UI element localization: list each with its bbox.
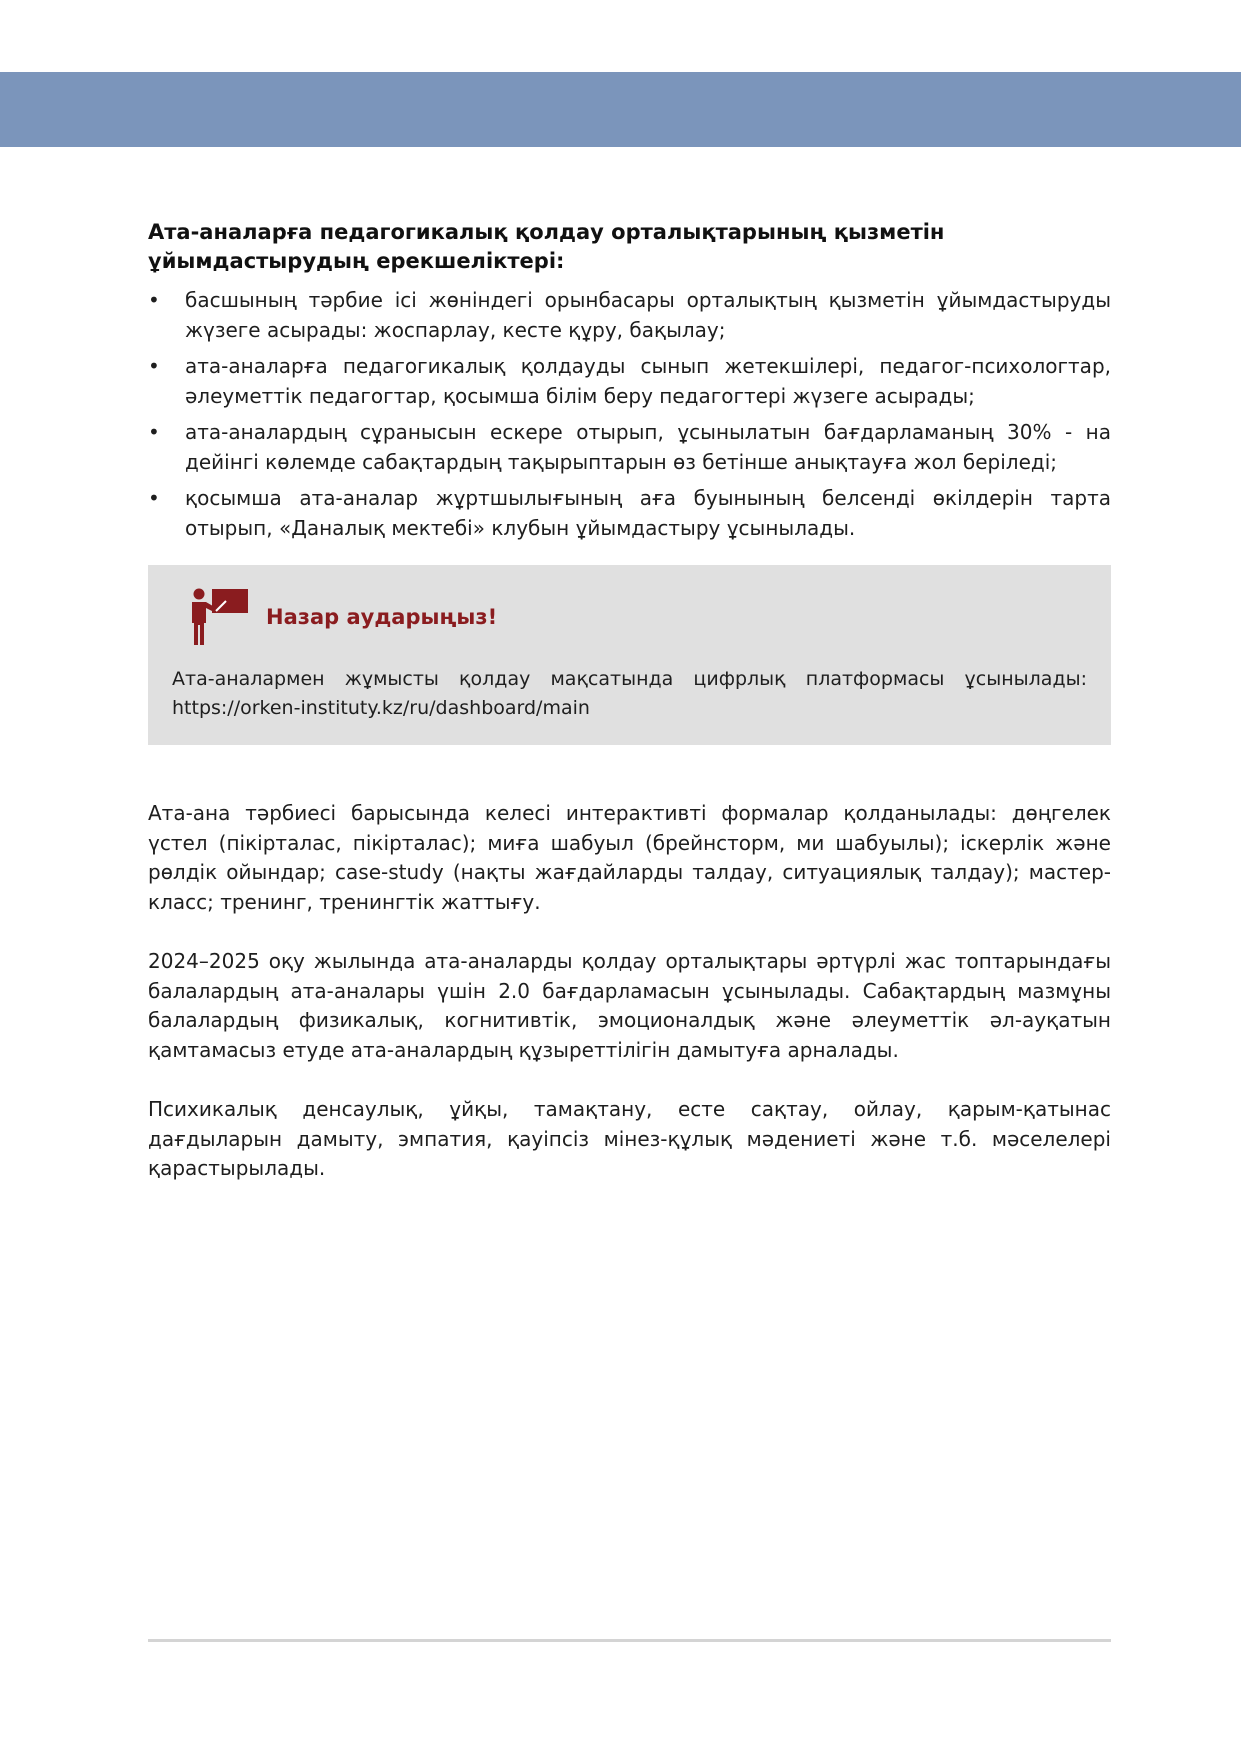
bullet-glyph: • [148, 486, 160, 510]
callout-body: Ата-аналармен жұмысты қолдау мақсатында цифрлық платформасы ұсынылады: https://orken-instituty.kz/ru/dashboard/main [172, 668, 1087, 719]
attention-callout [148, 565, 1111, 745]
header-band [0, 72, 1241, 147]
teacher-presentation-icon [188, 587, 250, 647]
list-item [148, 352, 1111, 411]
list-item-text: ата-аналарға педагогикалық қолдауды сынып жетекшілері, педагог-психологтар, әлеуметтік педагогтар, қосымша білім беру педагогтері жүзеге асырады; [185, 354, 1111, 408]
list-item [148, 418, 1111, 477]
callout-header [172, 585, 1087, 649]
bullet-glyph: • [148, 420, 160, 444]
bullet-glyph: • [148, 288, 160, 312]
list-item-text: басшының тәрбие ісі жөніндегі орынбасары орталықтың қызметін ұйымдастыруды жүзеге асырады: жоспарлау, кесте құру, бақылау; [185, 288, 1111, 342]
page-content [148, 218, 1111, 1184]
section-heading: Ата-аналарға педагогикалық қолдау орталықтарының қызметін ұйымдастырудың ерекшеліктері: [148, 220, 945, 273]
callout-title: Назар аударыңыз! [266, 605, 498, 629]
paragraph-interactive-forms: Ата-ана тәрбиесі барысында келесі интерактивті формалар қолданылады: дөңгелек үстел (пікірталас, пікірталас); миға шабуыл (брейнсторм, ми шабуылы); іскерлік және рөлдік ойындар; case-study (нақты жағдайларды талдау, ситуациялық талдау); мастер-класс; тренинг, тренингтік жаттығу. [148, 801, 1111, 914]
list-item-text: ата-аналардың сұранысын ескере отырып, ұсынылатын бағдарламаның 30% - на дейінгі көлемде сабақтардың тақырыптарын өз бетінше анықтауға жол беріледі; [185, 420, 1111, 474]
bullet-glyph: • [148, 354, 160, 378]
paragraph-topics: Психикалық денсаулық, ұйқы, тамақтану, есте сақтау, ойлау, қарым-қатынас дағдыларын дамыту, эмпатия, қауіпсіз мінез-құлық мәдениеті және т.б. мәселелері қарастырылады. [148, 1097, 1111, 1180]
footer-divider [148, 1639, 1111, 1642]
feature-list [148, 286, 1111, 543]
list-item [148, 484, 1111, 543]
list-item-text: қосымша ата-аналар жұртшылығының аға буынының белсенді өкілдерін тарта отырып, «Даналық мектебі» клубын ұйымдастыру ұсынылады. [185, 486, 1111, 540]
paragraph-program: 2024–2025 оқу жылында ата-аналарды қолдау орталықтары әртүрлі жас топтарындағы балалардың ата-аналары үшін 2.0 бағдарламасын ұсынылады. Сабақтардың мазмұны балалардың физикалық, когнитивтік, эмоционалдық және әлеуметтік әл-ауқатын қамтамасыз етуде ата-аналардың құзыреттілігін дамытуға арналады. [148, 949, 1111, 1062]
list-item [148, 286, 1111, 345]
